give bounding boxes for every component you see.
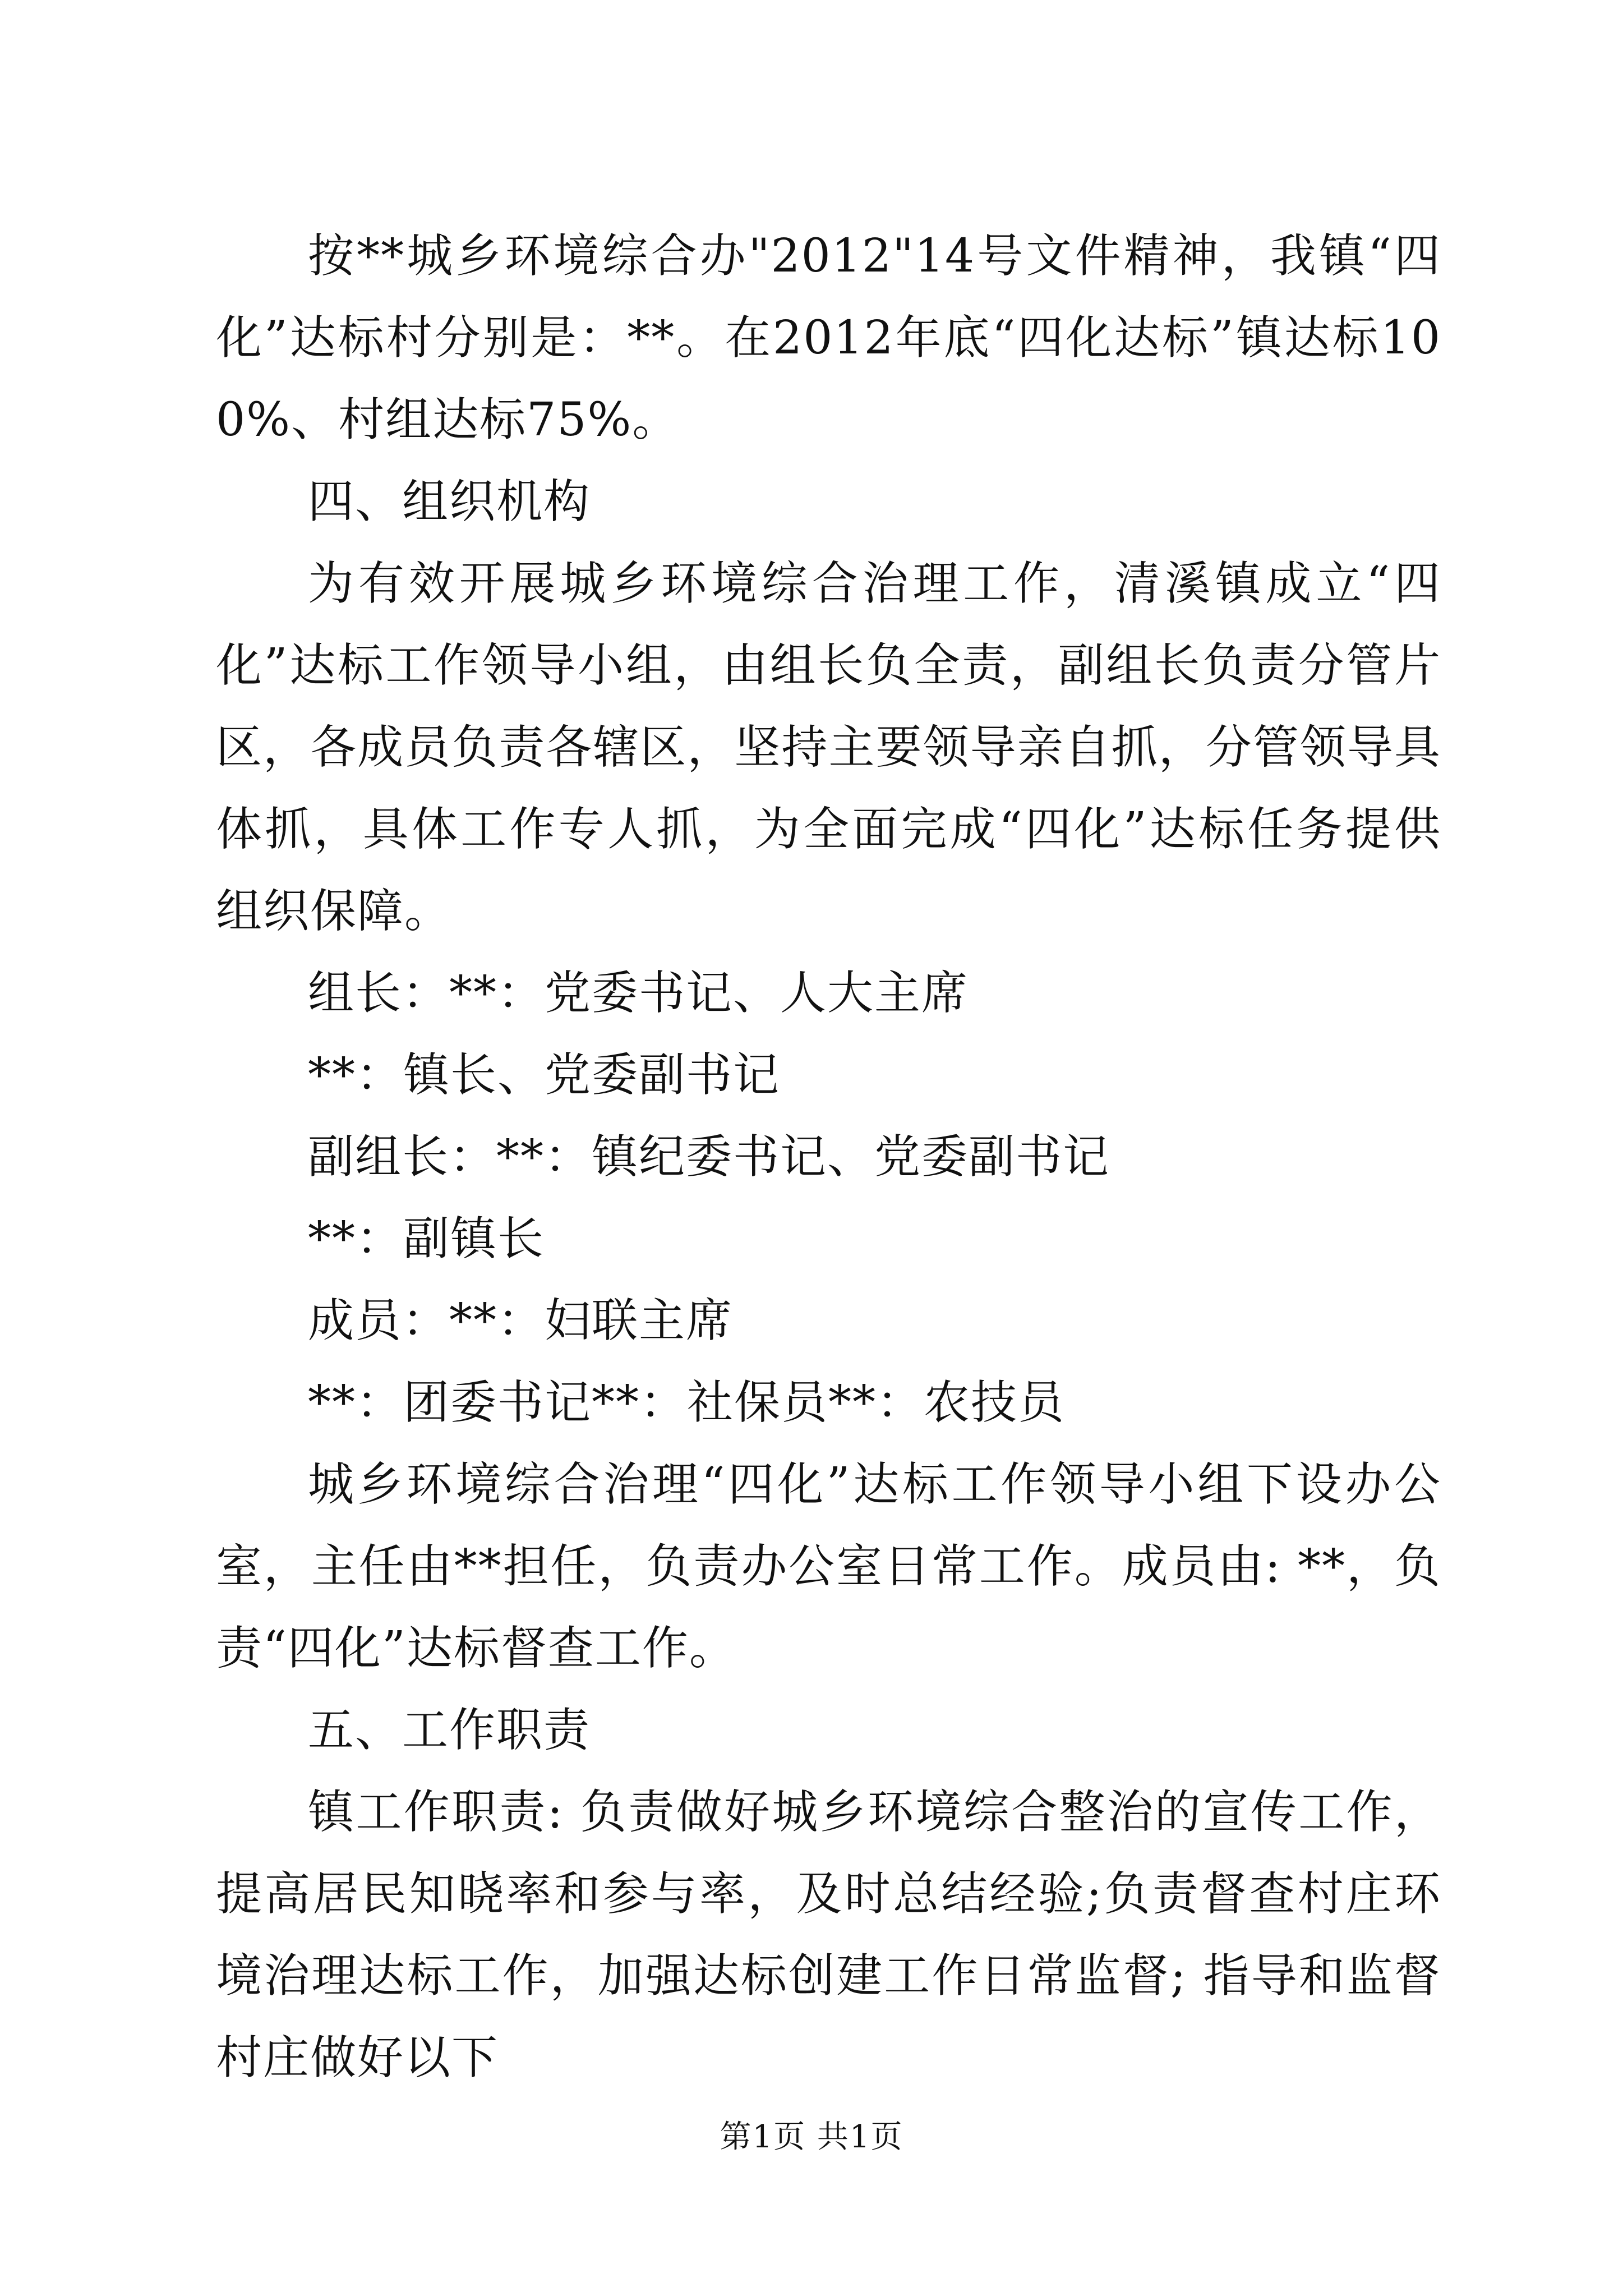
member-line-deputy-mayor: **：副镇长 (308, 1212, 545, 1266)
member-line-members: 成员：**：妇联主席 (308, 1294, 734, 1347)
paragraph-office: 城乡环境综合治理“四化”达标工作领导小组下设办公室，主任由**担任，负责办公室日常工作。成员由: **，负责“四化”达标督查工作。 (216, 1458, 1441, 1675)
heading-responsibilities: 五、工作职责 (308, 1704, 591, 1757)
paragraph-leading-group: 为有效开展城乡环境综合治理工作，清溪镇成立“四化”达标工作领导小组，由组长负全责，副组长负责分管片区，各成员负责各辖区，坚持主要领导亲自抓，分管领导具体抓，具体工作专人抓，为全面完成“四化”达标任务提供组织保障。 (216, 557, 1441, 938)
page-footer: 第1页 共1页 (720, 2119, 903, 2155)
member-line-deputy-leader: 副组长：**：镇纪委书记、党委副书记 (308, 1130, 1110, 1184)
member-line-other-members: **：团委书记**：社保员**：农技员 (308, 1376, 1066, 1429)
heading-organization: 四、组织机构 (308, 475, 591, 528)
member-line-leader: 组长：**：党委书记、人大主席 (308, 967, 969, 1020)
document-body (216, 215, 1441, 2099)
paragraph-town-duties: 镇工作职责: 负责做好城乡环境综合整治的宣传工作，提高居民知晓率和参与率，及时总结经验;负责督查村庄环境治理达标工作，加强达标创建工作日常监督; 指导和监督村庄做好以下 (216, 1786, 1441, 2085)
paragraph-target-villages: 按**城乡环境综合办"2012"14号文件精神，我镇“四化”达标村分别是：**。在2012年底“四化达标”镇达标100%、村组达标75%。 (216, 229, 1441, 447)
member-line-mayor: **：镇长、党委副书记 (308, 1048, 781, 1102)
